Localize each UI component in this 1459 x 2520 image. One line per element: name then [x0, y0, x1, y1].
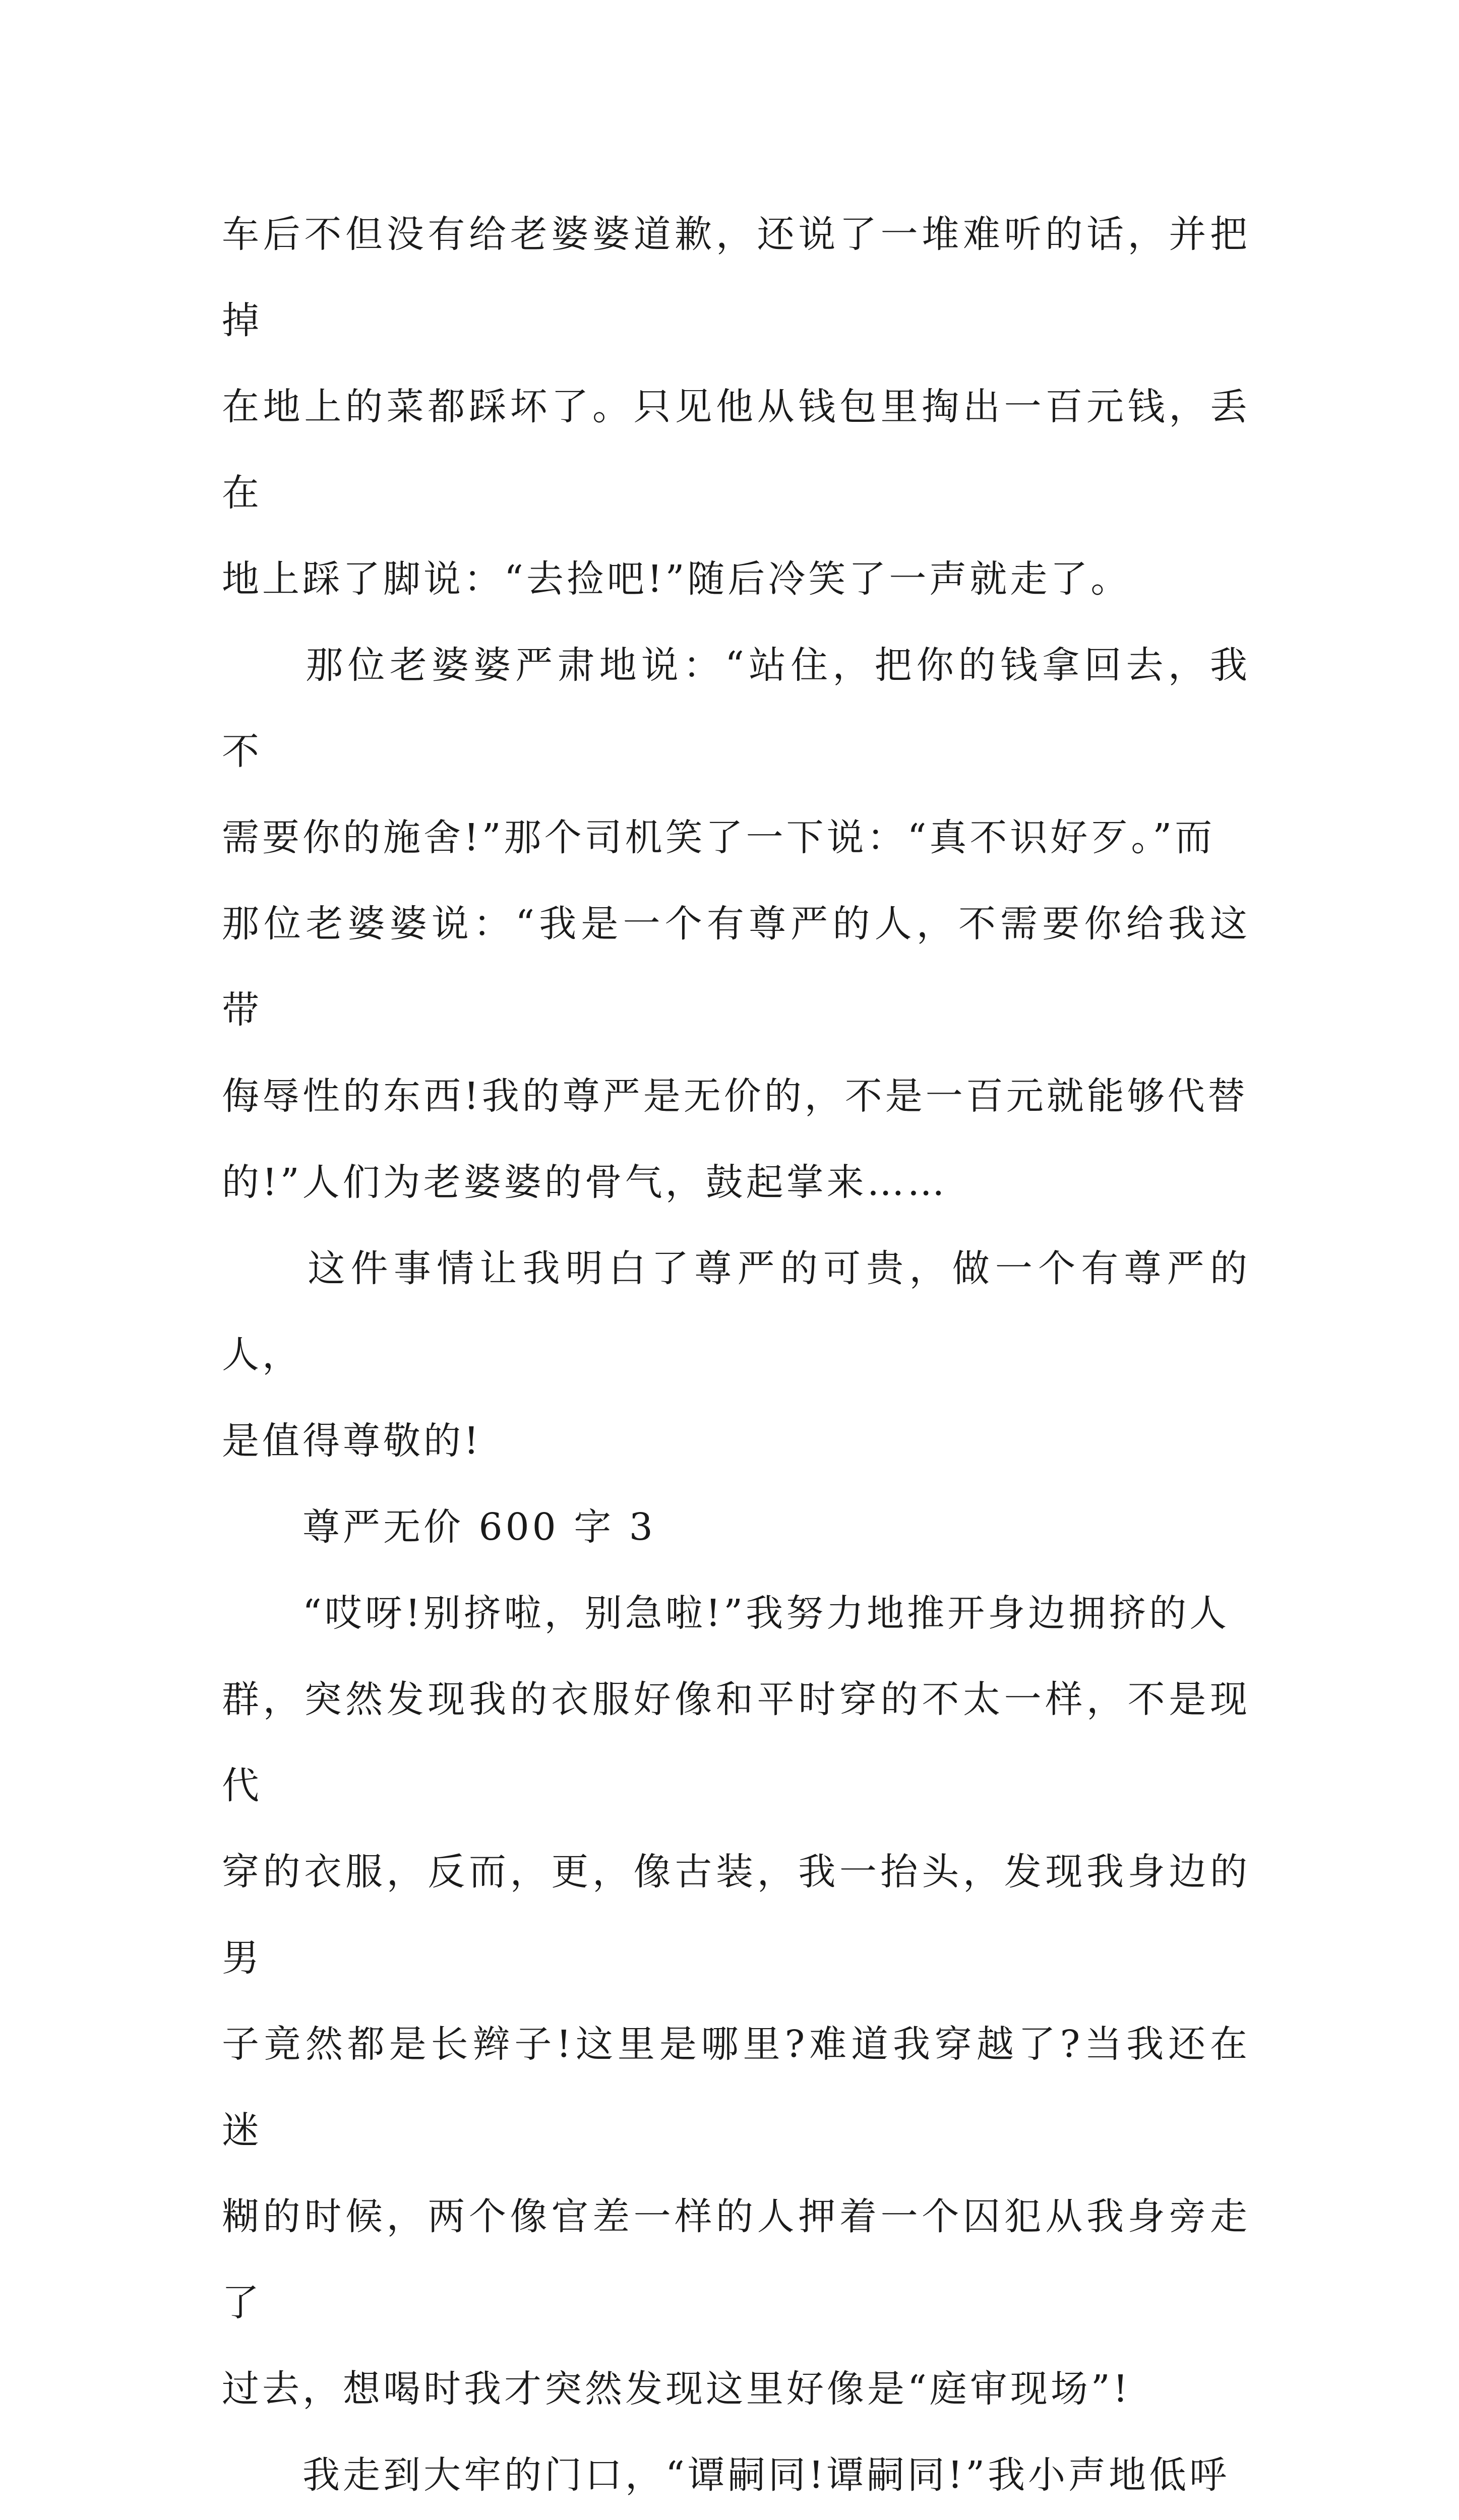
text-line: 糊的时候，两个像官差一样的人押着一个囚犯从我身旁走了: [222, 2195, 1250, 2324]
text-line: 我走到大牢的门口，“谭嗣同!谭嗣同!”我小声地低呼: [222, 2453, 1230, 2497]
text-line: 的!”人们为老婆婆的骨气，鼓起掌来……: [222, 1161, 948, 1204]
text-line: 车后不但没有给老婆婆道歉，还说了一堆难听的话，并把掉: [222, 213, 1250, 342]
text-line: 在地上的菜都踩坏了。只见他从钱包里掏出一百元钱，丢在: [222, 385, 1250, 515]
text-line: 群，突然发现我的衣服好像和平时穿的不太一样，不是现代: [222, 1678, 1250, 1807]
text-line: [222, 2518, 1250, 2520]
text-line: 过去，想喝时我才突然发现这里好像是“庭审现场”!: [222, 2367, 1131, 2411]
text-line: 子竟然都是长辫子!这里是哪里?难道我穿越了?当我还在迷: [222, 2023, 1250, 2152]
text-line: 那位老婆婆严肃地说：“站住，把你的钱拿回去，我不: [222, 644, 1250, 773]
text-line: 那位老婆婆说：“我是一个有尊严的人，不需要你给我这带: [222, 902, 1250, 1032]
text-line: 需要你的施舍!”那个司机笑了一下说：“真不识好歹。”而: [222, 816, 1215, 859]
text-line: 侮辱性的东西!我的尊严是无价的，不是一百元就能够代替: [222, 1075, 1248, 1118]
text-line: “哎呀!别挤啦，别急啦!”我努力地推开身边拥挤的人: [222, 1592, 1230, 1635]
text-line: 这件事情让我明白了尊严的可贵，做一个有尊严的人，: [222, 1247, 1250, 1376]
text-line: 穿的衣服，反而，更，像古装，我一抬头，发现我身边的男: [222, 1850, 1250, 1980]
section-heading: 尊严无价 600 字 3: [222, 1505, 656, 1549]
text-line: 是值得尊敬的!: [222, 1419, 482, 1463]
document-body: [222, 192, 1250, 2520]
text-line: 地上踩了脚说：“去捡吧!”随后冷笑了一声就走了。: [222, 557, 1131, 601]
